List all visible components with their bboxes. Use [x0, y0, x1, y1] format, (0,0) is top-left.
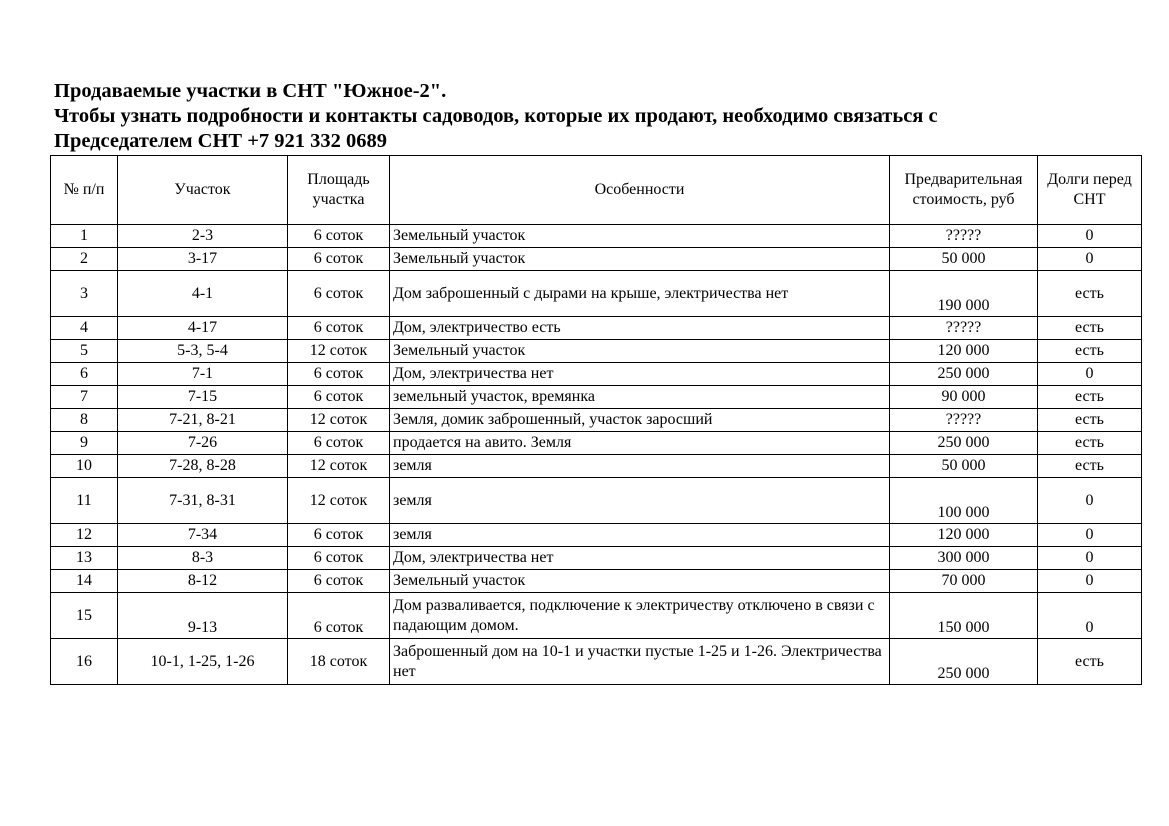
cell-price: 50 000: [890, 455, 1038, 478]
table-row: [51, 478, 1142, 524]
cell-features: земля: [390, 478, 890, 524]
table-row: [51, 409, 1142, 432]
cell-price: 300 000: [890, 547, 1038, 570]
cell-features: земельный участок, времянка: [390, 386, 890, 409]
cell-area: 12 соток: [288, 478, 390, 524]
cell-num: 3: [51, 271, 118, 317]
cell-features: Дом, электричества нет: [390, 363, 890, 386]
cell-features: Земельный участок: [390, 340, 890, 363]
table-row: [51, 593, 1142, 639]
heading-line-2: Чтобы узнать подробности и контакты садоводов, которые их продают, необходимо связаться с: [54, 105, 938, 127]
cell-price: ?????: [890, 409, 1038, 432]
cell-area: 12 соток: [288, 455, 390, 478]
cell-num: 15: [51, 593, 118, 639]
cell-features: земля: [390, 524, 890, 547]
cell-plot: 2-3: [118, 225, 288, 248]
cell-debts: 0: [1038, 593, 1142, 639]
cell-plot: 3-17: [118, 248, 288, 271]
cell-plot: 8-12: [118, 570, 288, 593]
cell-plot: 9-13: [118, 593, 288, 639]
cell-area: 12 соток: [288, 409, 390, 432]
cell-plot: 4-1: [118, 271, 288, 317]
cell-debts: есть: [1038, 432, 1142, 455]
cell-debts: 0: [1038, 524, 1142, 547]
cell-plot: 7-28, 8-28: [118, 455, 288, 478]
cell-plot: 7-34: [118, 524, 288, 547]
table-row: [51, 317, 1142, 340]
cell-area: 6 соток: [288, 386, 390, 409]
cell-debts: 0: [1038, 225, 1142, 248]
cell-num: 7: [51, 386, 118, 409]
cell-num: 8: [51, 409, 118, 432]
cell-price: 100 000: [890, 478, 1038, 524]
cell-num: 9: [51, 432, 118, 455]
table-row: [51, 271, 1142, 317]
table-row: [51, 570, 1142, 593]
cell-plot: 7-31, 8-31: [118, 478, 288, 524]
page-heading: [54, 79, 1134, 154]
cell-debts: 0: [1038, 478, 1142, 524]
cell-price: 250 000: [890, 639, 1038, 685]
cell-area: 6 соток: [288, 271, 390, 317]
cell-plot: 10-1, 1-25, 1-26: [118, 639, 288, 685]
cell-plot: 4-17: [118, 317, 288, 340]
col-header-price: Предварительная стоимость, руб: [890, 156, 1038, 225]
heading-line-1: Продаваемые участки в СНТ "Южное-2".: [54, 80, 447, 102]
cell-debts: есть: [1038, 340, 1142, 363]
cell-price: 250 000: [890, 363, 1038, 386]
cell-features: Земельный участок: [390, 570, 890, 593]
cell-price: ?????: [890, 225, 1038, 248]
table-row: [51, 340, 1142, 363]
cell-features: Земельный участок: [390, 248, 890, 271]
cell-plot: 5-3, 5-4: [118, 340, 288, 363]
cell-price: 50 000: [890, 248, 1038, 271]
cell-num: 14: [51, 570, 118, 593]
table-row: [51, 639, 1142, 685]
cell-debts: 0: [1038, 547, 1142, 570]
plots-table: [50, 155, 1142, 685]
cell-price: 90 000: [890, 386, 1038, 409]
table-row: [51, 386, 1142, 409]
col-header-area: Площадь участка: [288, 156, 390, 225]
cell-price: ?????: [890, 317, 1038, 340]
cell-price: 120 000: [890, 340, 1038, 363]
cell-price: 250 000: [890, 432, 1038, 455]
table-row: [51, 547, 1142, 570]
cell-features: Земля, домик заброшенный, участок заросший: [390, 409, 890, 432]
cell-num: 4: [51, 317, 118, 340]
cell-area: 6 соток: [288, 317, 390, 340]
cell-plot: 7-15: [118, 386, 288, 409]
cell-features: Дом разваливается, подключение к электричеству отключено в связи с падающим домом.: [390, 593, 890, 639]
cell-num: 16: [51, 639, 118, 685]
cell-plot: 7-21, 8-21: [118, 409, 288, 432]
cell-debts: есть: [1038, 455, 1142, 478]
cell-num: 10: [51, 455, 118, 478]
col-header-debts: Долги перед СНТ: [1038, 156, 1142, 225]
table-row: [51, 455, 1142, 478]
cell-debts: есть: [1038, 639, 1142, 685]
table-row: [51, 363, 1142, 386]
cell-area: 6 соток: [288, 570, 390, 593]
cell-area: 6 соток: [288, 225, 390, 248]
cell-price: 190 000: [890, 271, 1038, 317]
cell-debts: 0: [1038, 570, 1142, 593]
cell-num: 1: [51, 225, 118, 248]
cell-area: 6 соток: [288, 432, 390, 455]
cell-num: 12: [51, 524, 118, 547]
cell-debts: 0: [1038, 248, 1142, 271]
cell-debts: есть: [1038, 317, 1142, 340]
cell-area: 18 соток: [288, 639, 390, 685]
cell-area: 12 соток: [288, 340, 390, 363]
cell-price: 150 000: [890, 593, 1038, 639]
col-header-plot: Участок: [118, 156, 288, 225]
cell-features: Дом, электричество есть: [390, 317, 890, 340]
cell-debts: есть: [1038, 271, 1142, 317]
cell-features: земля: [390, 455, 890, 478]
cell-features: Дом заброшенный с дырами на крыше, электричества нет: [390, 271, 890, 317]
cell-area: 6 соток: [288, 363, 390, 386]
cell-num: 13: [51, 547, 118, 570]
cell-area: 6 соток: [288, 524, 390, 547]
cell-plot: 7-1: [118, 363, 288, 386]
cell-features: продается на авито. Земля: [390, 432, 890, 455]
cell-features: Заброшенный дом на 10-1 и участки пустые 1-25 и 1-26. Электричества нет: [390, 639, 890, 685]
cell-num: 5: [51, 340, 118, 363]
heading-line-3: Председателем СНТ +7 921 332 0689: [54, 130, 388, 152]
table-row: [51, 432, 1142, 455]
cell-features: Земельный участок: [390, 225, 890, 248]
col-header-num: № п/п: [51, 156, 118, 225]
cell-price: 120 000: [890, 524, 1038, 547]
col-header-features: Особенности: [390, 156, 890, 225]
cell-plot: 8-3: [118, 547, 288, 570]
cell-area: 6 соток: [288, 593, 390, 639]
cell-features: Дом, электричества нет: [390, 547, 890, 570]
cell-num: 6: [51, 363, 118, 386]
cell-price: 70 000: [890, 570, 1038, 593]
table-row: [51, 248, 1142, 271]
table-row: [51, 225, 1142, 248]
cell-debts: есть: [1038, 386, 1142, 409]
cell-debts: есть: [1038, 409, 1142, 432]
table-header-row: [51, 156, 1142, 225]
table-row: [51, 524, 1142, 547]
cell-area: 6 соток: [288, 248, 390, 271]
cell-num: 11: [51, 478, 118, 524]
cell-num: 2: [51, 248, 118, 271]
cell-debts: 0: [1038, 363, 1142, 386]
cell-plot: 7-26: [118, 432, 288, 455]
cell-area: 6 соток: [288, 547, 390, 570]
